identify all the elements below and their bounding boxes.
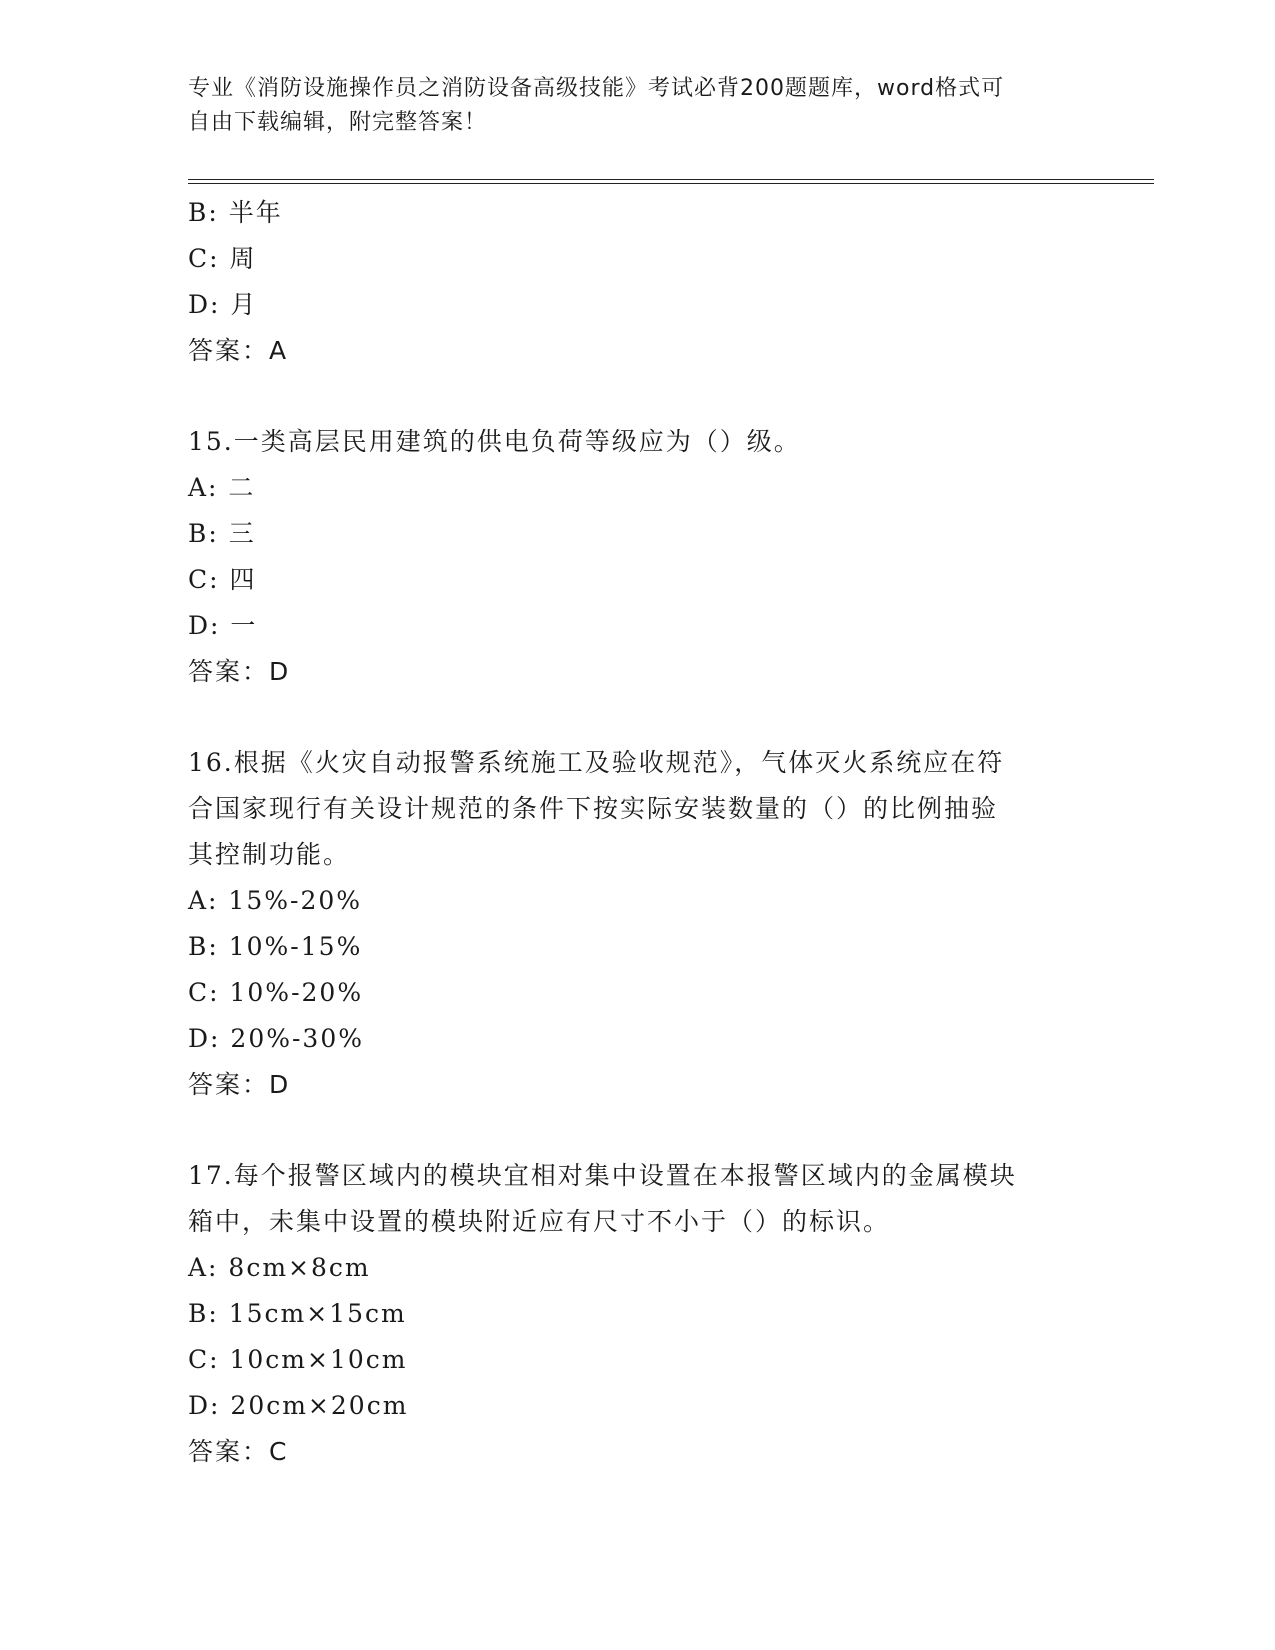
option-c: C: 周	[188, 244, 257, 273]
option-c: C: 四	[188, 565, 257, 594]
option-c: C: 10%-20%	[188, 978, 364, 1007]
option-a: A: 8cm×8cm	[188, 1253, 371, 1282]
header-line-1: 专业《消防设施操作员之消防设备高级技能》考试必背200题题库，word格式可	[188, 76, 1005, 101]
question-text: 15.一类高层民用建筑的供电负荷等级应为（）级。	[188, 427, 801, 456]
question-15	[188, 419, 1088, 695]
option-c: C: 10cm×10cm	[188, 1345, 408, 1374]
option-d: D: 一	[188, 611, 258, 640]
option-d: D: 月	[188, 290, 258, 319]
question-text-line-1: 17.每个报警区域内的模块宜相对集中设置在本报警区域内的金属模块	[188, 1161, 1017, 1190]
answer-line: 答案：C	[188, 1437, 289, 1466]
header-line-2: 自由下载编辑，附完整答案！	[188, 110, 488, 135]
answer-line: 答案：D	[188, 657, 291, 686]
header-divider-top	[188, 179, 1154, 180]
answer-line: 答案：D	[188, 1070, 291, 1099]
option-b: B: 10%-15%	[188, 932, 363, 961]
document-header	[188, 72, 1068, 140]
option-b: B: 三	[188, 519, 256, 548]
option-a: A: 二	[188, 473, 256, 502]
carryover-block	[188, 190, 1088, 374]
option-a: A: 15%-20%	[188, 886, 363, 915]
question-text-line-2: 箱中，未集中设置的模块附近应有尺寸不小于（）的标识。	[188, 1207, 891, 1236]
option-b: B: 半年	[188, 198, 283, 227]
header-divider-bottom	[188, 183, 1154, 184]
question-list	[188, 190, 1088, 1475]
question-17	[188, 1153, 1088, 1475]
option-b: B: 15cm×15cm	[188, 1299, 407, 1328]
question-text-line-1: 16.根据《火灾自动报警系统施工及验收规范》，气体灭火系统应在符	[188, 748, 1005, 777]
option-d: D: 20%-30%	[188, 1024, 364, 1053]
question-text-line-3: 其控制功能。	[188, 840, 351, 869]
option-d: D: 20cm×20cm	[188, 1391, 409, 1420]
question-16	[188, 740, 1088, 1108]
answer-line: 答案：A	[188, 336, 289, 365]
question-text-line-2: 合国家现行有关设计规范的条件下按实际安装数量的（）的比例抽验	[188, 794, 999, 823]
